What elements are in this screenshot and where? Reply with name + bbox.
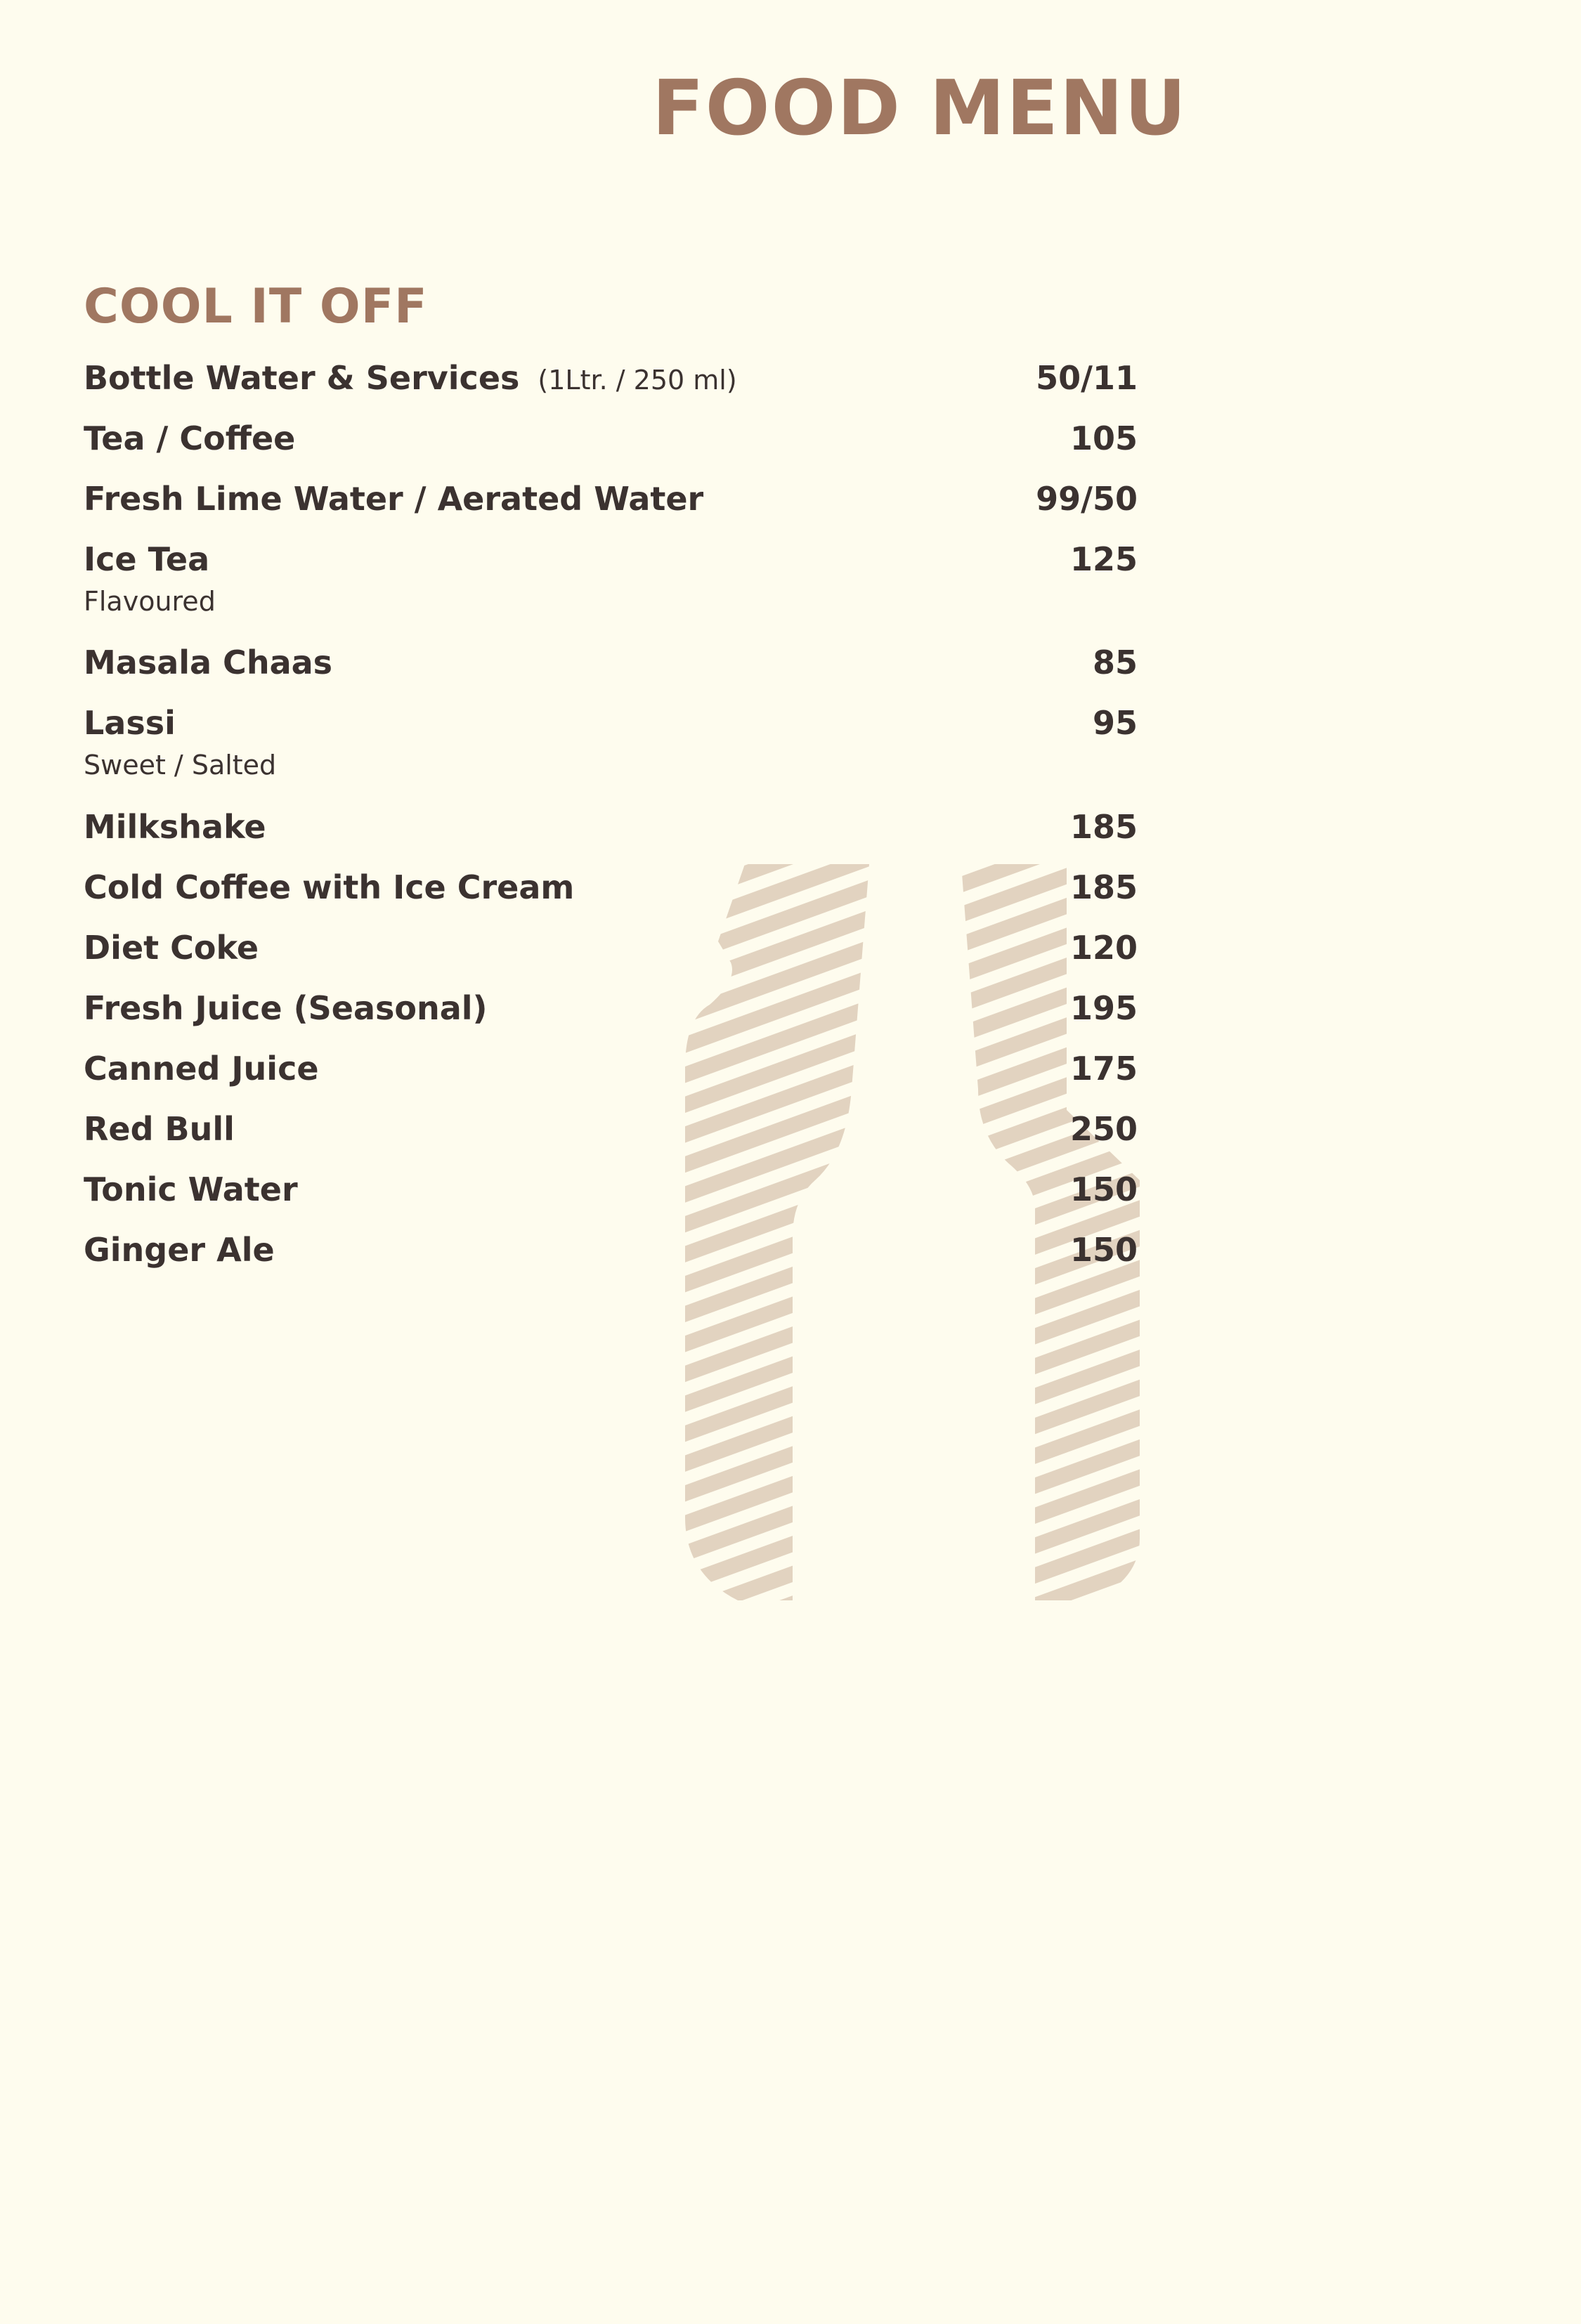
item-description: Flavoured: [84, 586, 216, 617]
item-name: Milkshake: [84, 808, 266, 846]
menu-item: [84, 536, 1138, 617]
menu-item: [84, 1045, 1138, 1092]
item-name: Fresh Juice (Seasonal): [84, 989, 488, 1027]
item-price: 150: [1069, 1231, 1138, 1269]
menu-item: [84, 985, 1138, 1031]
menu-item: [84, 1106, 1138, 1152]
item-price: 85: [1092, 644, 1138, 681]
menu-item: [84, 476, 1138, 522]
menu-item: [84, 925, 1138, 971]
item-name: Red Bull: [84, 1110, 235, 1148]
item-name: Ginger Ale: [84, 1231, 275, 1269]
item-price: 95: [1092, 704, 1138, 742]
item-price: 150: [1069, 1170, 1138, 1208]
menu-item: [84, 804, 1138, 850]
menu-item: [84, 355, 1138, 401]
menu-item: [84, 1227, 1138, 1273]
item-description: Sweet / Salted: [84, 750, 277, 781]
item-price: 105: [1069, 419, 1138, 457]
menu-item: [84, 639, 1138, 686]
menu-item: [84, 700, 1138, 781]
item-price: 175: [1069, 1050, 1138, 1088]
item-name: Canned Juice: [84, 1050, 319, 1088]
item-price: 50/11: [1036, 359, 1138, 397]
item-price: 120: [1069, 929, 1138, 967]
item-price: 195: [1069, 989, 1138, 1027]
item-price: 185: [1069, 808, 1138, 846]
item-name: Ice Tea: [84, 540, 210, 578]
menu-item: [84, 1166, 1138, 1213]
item-price: 125: [1069, 540, 1138, 578]
item-name: Lassi: [84, 704, 176, 742]
menu-title: FOOD MENU: [652, 65, 1188, 152]
item-price: 250: [1069, 1110, 1138, 1148]
item-name: Masala Chaas: [84, 644, 333, 681]
item-name: Fresh Lime Water / Aerated Water: [84, 480, 704, 518]
item-name: Diet Coke: [84, 929, 259, 967]
item-name: Bottle Water & Services (1Ltr. / 250 ml): [84, 359, 737, 397]
section-title: COOL IT OFF: [84, 279, 428, 334]
menu-item: [84, 415, 1138, 462]
item-name: Cold Coffee with Ice Cream: [84, 868, 575, 906]
item-name: Tea / Coffee: [84, 419, 296, 457]
item-price: 185: [1069, 868, 1138, 906]
menu-item: [84, 864, 1138, 910]
item-name: Tonic Water: [84, 1170, 298, 1208]
item-note: (1Ltr. / 250 ml): [538, 365, 737, 396]
item-price: 99/50: [1036, 480, 1138, 518]
